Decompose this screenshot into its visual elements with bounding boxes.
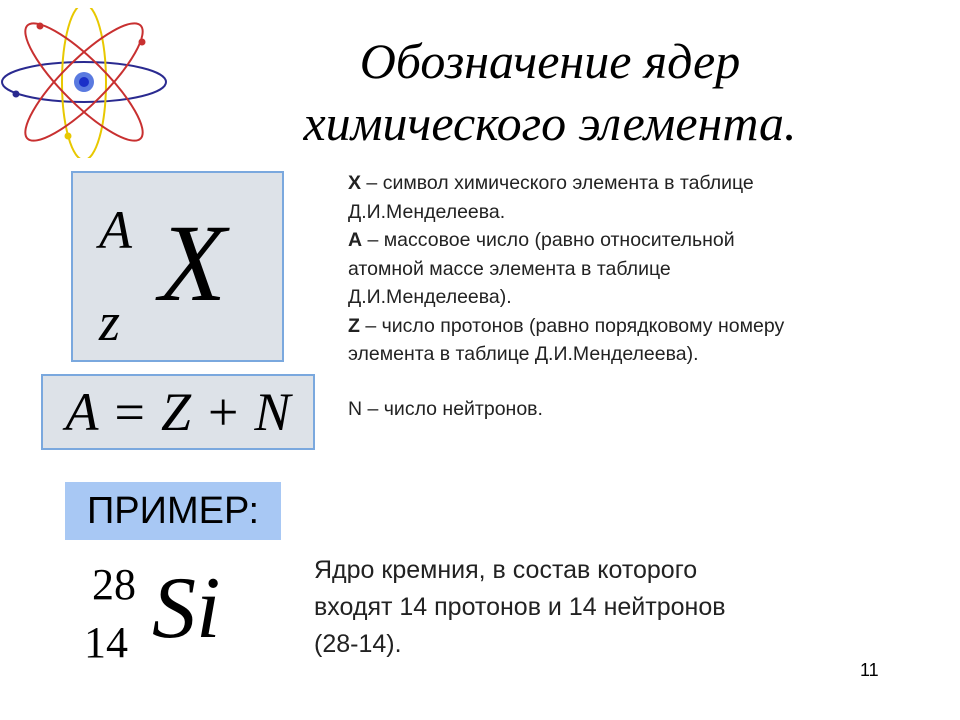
definition-a-line-3: Д.И.Менделеева).	[348, 286, 512, 308]
formula-box	[41, 374, 315, 450]
page-number: 11	[860, 660, 879, 680]
silicon-symbol: Si	[152, 560, 221, 657]
definition-a-line-1: – массовое число (равно относительной	[362, 229, 735, 251]
definition-a-line-2: атомной массе элемента в таблице	[348, 257, 671, 280]
definition-z-line-1: – число протонов (равно порядковому номеру	[359, 314, 785, 337]
example-text-line-1: Ядро кремния, в состав которого	[314, 556, 698, 584]
example-label: ПРИМЕР:	[65, 482, 281, 540]
mass-number-symbol: A	[99, 200, 132, 260]
definition-x-line-2: Д.И.Менделеева.	[348, 200, 506, 223]
title-line-2: химического элемента.	[303, 95, 797, 151]
silicon-nuclide	[80, 555, 270, 675]
silicon-mass-number: 28	[92, 560, 136, 609]
definitions-block	[348, 169, 908, 423]
formula-text: A = Z + N	[65, 382, 291, 442]
example-text-line-3: (28-14).	[314, 630, 402, 658]
definition-z-line-2: элемента в таблице Д.И.Менделеева).	[348, 343, 699, 365]
silicon-atomic-number: 14	[84, 618, 128, 667]
definition-x-line-1: – символ химического элемента в таблице	[361, 172, 754, 194]
atom-icon	[0, 8, 170, 158]
definition-a-label: А	[348, 229, 363, 251]
proton-number-symbol: z	[99, 292, 121, 352]
definition-x	[348, 169, 908, 226]
element-symbol: X	[159, 202, 227, 324]
definition-n: N – число нейтронов.	[348, 397, 543, 420]
page-title	[220, 30, 880, 154]
definition-x-label: X	[348, 172, 362, 194]
title-line-1: Обозначение ядер	[359, 33, 741, 89]
example-text-line-2: входят 14 протонов и 14 нейтронов	[314, 593, 726, 621]
definition-a	[348, 226, 908, 312]
definition-z	[348, 312, 908, 369]
example-text	[314, 552, 874, 663]
nuclide-notation-box	[71, 171, 284, 362]
definition-z-label: Z	[348, 314, 360, 337]
